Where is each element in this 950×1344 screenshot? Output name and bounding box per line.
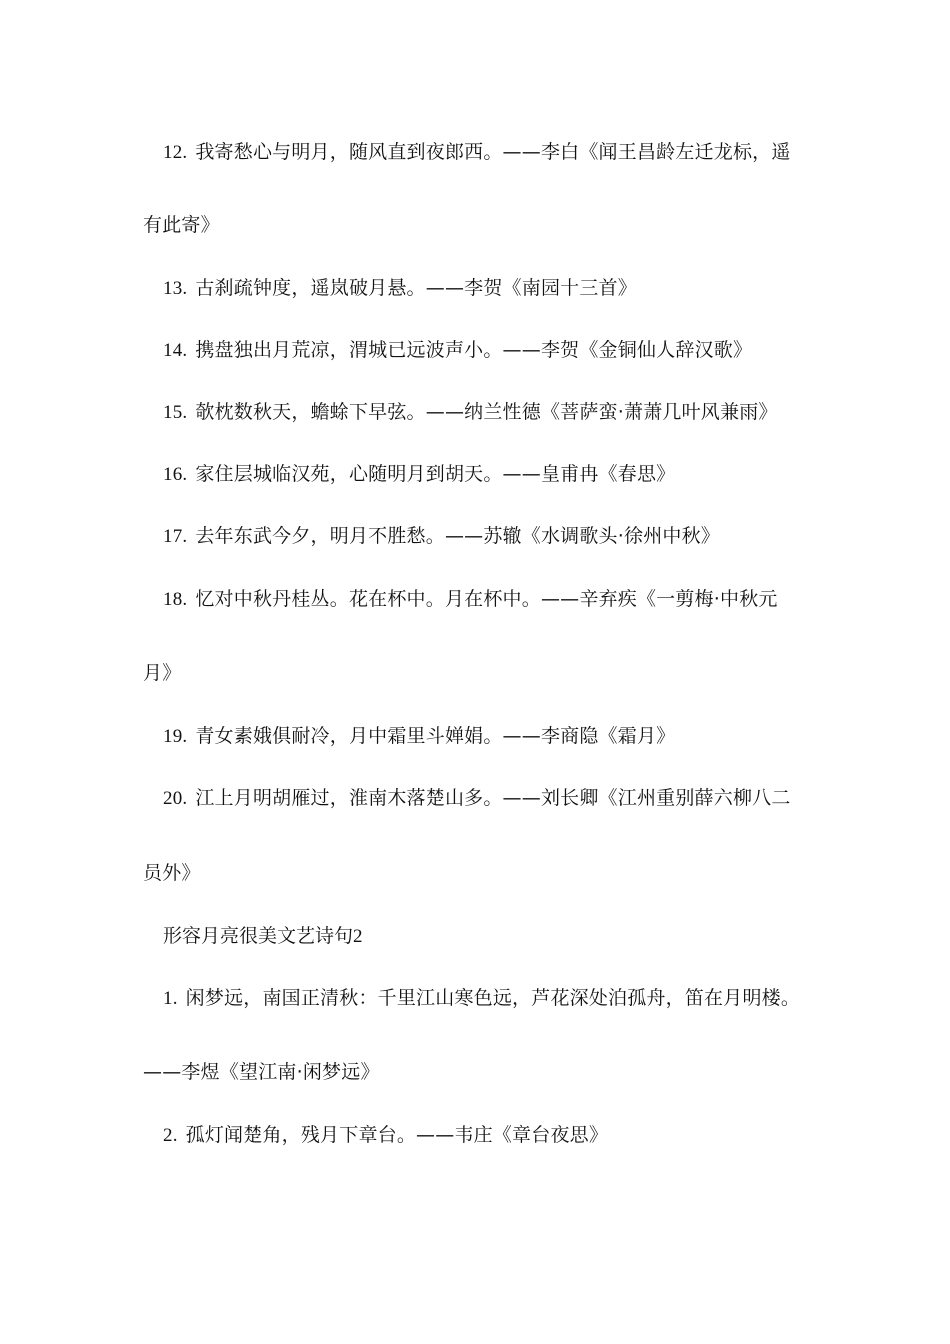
- item-number: 16.: [163, 464, 188, 485]
- list-item-continuation: 员外》: [143, 862, 201, 884]
- list-item-continuation: ——李煜《望江南·闲梦远》: [143, 1061, 380, 1083]
- item-text: 我寄愁心与明月，随风直到夜郎西。——李白《闻王昌龄左迁龙标，遥: [195, 141, 791, 163]
- item-text: 孤灯闻楚角，残月下章台。——韦庄《章台夜思》: [185, 1124, 609, 1146]
- item-number: 18.: [163, 589, 188, 610]
- list-item: [163, 400, 833, 425]
- item-number: 13.: [163, 278, 188, 299]
- section-heading-number: 2: [353, 926, 363, 947]
- item-number: 19.: [163, 726, 188, 747]
- item-text: 欹枕数秋天，蟾蜍下早弦。——纳兰性德《菩萨蛮·萧萧几叶风兼雨》: [195, 401, 778, 423]
- list-item-continuation: 月》: [143, 662, 182, 684]
- list-item: [163, 276, 833, 301]
- list-item: [163, 587, 833, 612]
- list-item: [163, 338, 833, 363]
- item-number: 1.: [163, 988, 178, 1009]
- item-text: 携盘独出月荒凉，渭城已远波声小。——李贺《金铜仙人辞汉歌》: [195, 339, 753, 361]
- item-number: 17.: [163, 526, 188, 547]
- item-number: 14.: [163, 340, 188, 361]
- item-number: 20.: [163, 788, 188, 809]
- item-text: 忆对中秋丹桂丛。花在杯中。月在杯中。——辛弃疾《一剪梅·中秋元: [195, 588, 778, 610]
- list-item: [163, 1123, 833, 1148]
- item-text: 闲梦远，南国正清秋：千里江山寒色远，芦花深处泊孤舟，笛在月明楼。: [185, 987, 801, 1009]
- item-number: 15.: [163, 402, 188, 423]
- section-heading: [163, 924, 363, 949]
- item-number: 2.: [163, 1125, 178, 1146]
- item-text: 家住层城临汉苑，心随明月到胡天。——皇甫冉《春思》: [195, 463, 676, 485]
- item-text: 古刹疏钟度，遥岚破月悬。——李贺《南园十三首》: [195, 277, 637, 299]
- list-item: [163, 140, 833, 165]
- item-text: 去年东武今夕，明月不胜愁。——苏辙《水调歌头·徐州中秋》: [195, 525, 721, 547]
- item-number: 12.: [163, 142, 188, 163]
- item-text: 青女素娥俱耐冷，月中霜里斗婵娟。——李商隐《霜月》: [195, 725, 676, 747]
- list-item-continuation: 有此寄》: [143, 214, 220, 236]
- list-item: [163, 524, 833, 549]
- list-item: [163, 986, 833, 1011]
- list-item: [163, 786, 833, 811]
- list-item: [163, 724, 833, 749]
- section-heading-text: 形容月亮很美文艺诗句: [163, 925, 354, 947]
- item-text: 江上月明胡雁过，淮南木落楚山多。——刘长卿《江州重别薛六柳八二: [195, 787, 791, 809]
- list-item: [163, 462, 833, 487]
